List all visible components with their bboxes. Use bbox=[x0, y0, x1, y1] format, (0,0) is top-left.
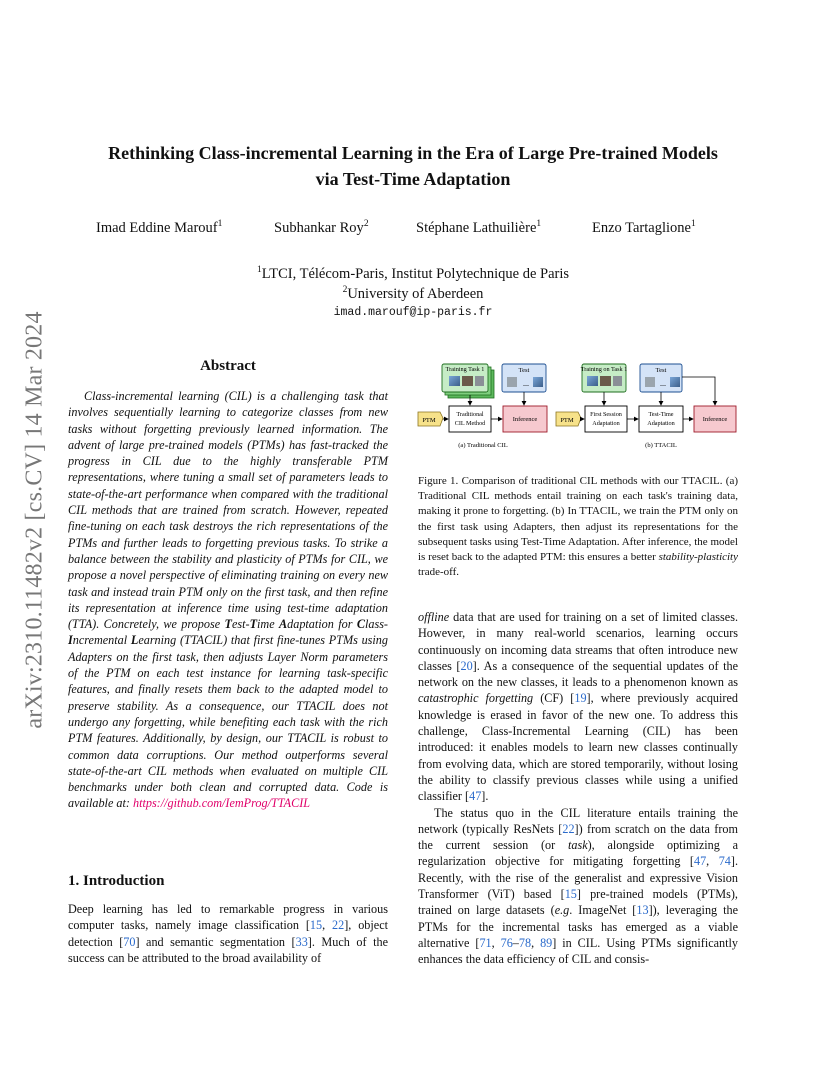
training-label: Training Task 1 bbox=[445, 366, 485, 373]
arxiv-id: arXiv:2310.11482v2 [cs.CV] 14 Mar 2024 bbox=[21, 311, 48, 729]
author-email[interactable]: imad.marouf@ip-paris.fr bbox=[333, 306, 493, 319]
traditional-method-box bbox=[449, 406, 491, 432]
first-session-label-1: First Session bbox=[590, 411, 622, 418]
test-label: Test bbox=[655, 367, 667, 374]
introduction-heading: 1. Introduction bbox=[68, 873, 165, 889]
affiliation-1: $^1$LTCI, Télécom-Paris, Institut Polytechnique de Paris bbox=[256, 265, 570, 282]
tta-box bbox=[639, 406, 683, 432]
author-3: Stéphane Lathuilière$^1$ bbox=[416, 219, 542, 236]
author-4: Enzo Tartaglione$^1$ bbox=[592, 219, 696, 236]
thumbnail-image bbox=[507, 377, 517, 387]
ellipsis: ... bbox=[660, 379, 666, 388]
affiliation-2: $^2$University of Aberdeen bbox=[342, 285, 484, 302]
citation-link[interactable]: 76 bbox=[500, 935, 513, 950]
citation-link[interactable]: 47 bbox=[469, 789, 482, 804]
abstract-heading: Abstract bbox=[200, 358, 256, 374]
thumbnail-image bbox=[645, 377, 655, 387]
method-label-1: Traditional bbox=[456, 411, 484, 418]
thumbnail-image bbox=[587, 376, 598, 386]
thumbnail-image bbox=[533, 377, 543, 387]
arxiv-sidebar-stamp bbox=[8, 280, 62, 760]
citation-link[interactable]: 74 bbox=[718, 854, 731, 869]
code-link[interactable]: https://github.com/IemProg/TTACIL bbox=[132, 796, 311, 811]
citation-link[interactable]: 20 bbox=[460, 658, 473, 673]
thumbnail-image bbox=[449, 376, 460, 386]
title-line-1: Rethinking Class-incremental Learning in the Era of Large Pre-trained Models bbox=[108, 143, 718, 163]
thumbnail-image bbox=[462, 376, 473, 386]
traditional-cil-diagram bbox=[418, 364, 547, 449]
citation-link[interactable]: 15 bbox=[564, 887, 577, 902]
citation-link[interactable]: 71 bbox=[479, 935, 492, 950]
author-1: Imad Eddine Marouf$^1$ bbox=[96, 219, 223, 236]
right-column-body: offline data that are used for training on a set of limited classes. However, in many real-world scenarios, learning occurs continuously on incoming data streams that often introduce new classes [20]. As a consequence of the sequential updates of the network on the new classes, it leads to a phenomenon known as catastrophic forgetting (CF) [19], where previously acquired knowledge is erased in favor of the new one. To address this challenge, Class-Incremental Learning (CIL) has been introduced: it enables models to learn new classes continually from evolving data, which are stored temporarily, without losing the ability to classify previous classes while using a unified classifier [47]. The status quo in the CIL literature entails training the network (typically ResNets [22]) from scratch on the data from the current session (or task), alongside optimizing a regularization objective for mitigating forgetting [47, 74]. Recently, with the rise of the generalist and expressive Vision Transformer (ViT) based [15] pre-trained models (PTMs), trained on large datasets (e.g. ImageNet [13]), leveraging the PTMs for the incremental tasks has emerged as a viable alternative [71, 76–78, 89] in CIL. Using PTMs significantly enhances the data efficiency of CIL and consis- bbox=[418, 610, 739, 967]
inference-label: Inference bbox=[512, 416, 538, 423]
introduction-body: Deep learning has led to remarkable progress in various computer tasks, namely image classification [15, 22], object detection [70] and semantic segmentation [33]. Much of the success can be attributed to the broad availability of bbox=[68, 902, 388, 965]
citation-link[interactable]: 15 bbox=[309, 918, 323, 933]
tta-label-2: Adaptation bbox=[647, 420, 675, 427]
citation-link[interactable]: 22 bbox=[332, 918, 345, 933]
citation-link[interactable]: 33 bbox=[295, 934, 308, 949]
method-label-2: CIL Method bbox=[454, 420, 486, 427]
paper-title bbox=[60, 140, 766, 192]
thumbnail-image bbox=[475, 376, 484, 386]
citation-link[interactable]: 19 bbox=[574, 691, 587, 706]
first-session-label-2: Adaptation bbox=[592, 420, 620, 427]
training-label: Training on Task 1 bbox=[580, 366, 628, 373]
citation-link[interactable]: 13 bbox=[636, 903, 649, 918]
author-2: Subhankar Roy$^2$ bbox=[274, 219, 369, 236]
ellipsis: ... bbox=[523, 379, 529, 388]
test-label: Test bbox=[518, 367, 530, 374]
inference-label: Inference bbox=[702, 416, 728, 423]
ttacil-diagram bbox=[556, 364, 736, 449]
citation-link[interactable]: 22 bbox=[562, 821, 575, 836]
figure-1-diagram bbox=[416, 360, 742, 456]
ptm-label: PTM bbox=[560, 417, 574, 424]
citation-link[interactable]: 89 bbox=[540, 935, 553, 950]
tta-label-1: Test-Time bbox=[648, 411, 674, 418]
subcaption-b: (b) TTACIL bbox=[645, 442, 677, 449]
first-session-box bbox=[585, 406, 627, 432]
abstract-body: Class-incremental learning (CIL) is a challenging task that involves sequentially learning to categorize classes from new tasks without forgetting previously learned information. The advent of large pre-trained models (PTMs) has fast-tracked the progress in CIL due to the highly transferable PTM representations, where tuning a small set of parameters leads to state-of-the-art performance when compared with the traditional CIL methods that are trained from scratch. However, repeated fine-tuning on each task destroys the rich representations of the PTMs and further leads to forgetting previous tasks. To strike a balance between the stability and plasticity of PTMs for CIL, we propose a novel perspective of eliminating training on every new task and instead train PTM only on the first task, and then refine its representation at inference time using test-time adaptation (TTA). Concretely, we propose Test-Time Adaptation for Class-Incremental Learning (TTACIL) that first fine-tunes PTMs using Adapters on the first task, then adjusts Layer Norm parameters of the PTM on each test instance for learning task-specific features, and finally resets them back to the adapted model to preserve stability. As a consequence, our TTACIL does not undergo any forgetting, while benefiting each task with the rich PTM features. Additionally, by design, our TTACIL is robust to common data corruptions. Our method outperforms several state-of-the-art CIL methods when evaluated on multiple CIL benchmarks under both clean and corrupted data. Code is available at: https://github.com/IemProg/TTACIL bbox=[68, 389, 388, 811]
figure-1-caption: Figure 1. Comparison of traditional CIL methods with our TTACIL. (a) Traditional CIL methods entail training on each task's training data, making it prone to forgetting. (b) In TTACIL, we train the PTM only on the first task using Adapters, then adjust its representations for the subsequent tasks using Test-Time Adaptation. After inference, the model is reset back to the adapted PTM: this ensures a better stability-plasticity trade-off. bbox=[418, 475, 738, 579]
thumbnail-image bbox=[600, 376, 611, 386]
citation-link[interactable]: 78 bbox=[518, 935, 532, 950]
arrow bbox=[682, 377, 715, 405]
citation-link[interactable]: 47 bbox=[693, 854, 707, 869]
title-line-2: via Test-Time Adaptation bbox=[315, 169, 511, 189]
subcaption-a: (a) Traditional CIL bbox=[458, 442, 508, 449]
thumbnail-image bbox=[613, 376, 622, 386]
citation-link[interactable]: 70 bbox=[123, 934, 136, 949]
thumbnail-image bbox=[670, 377, 680, 387]
ptm-label: PTM bbox=[422, 417, 436, 424]
